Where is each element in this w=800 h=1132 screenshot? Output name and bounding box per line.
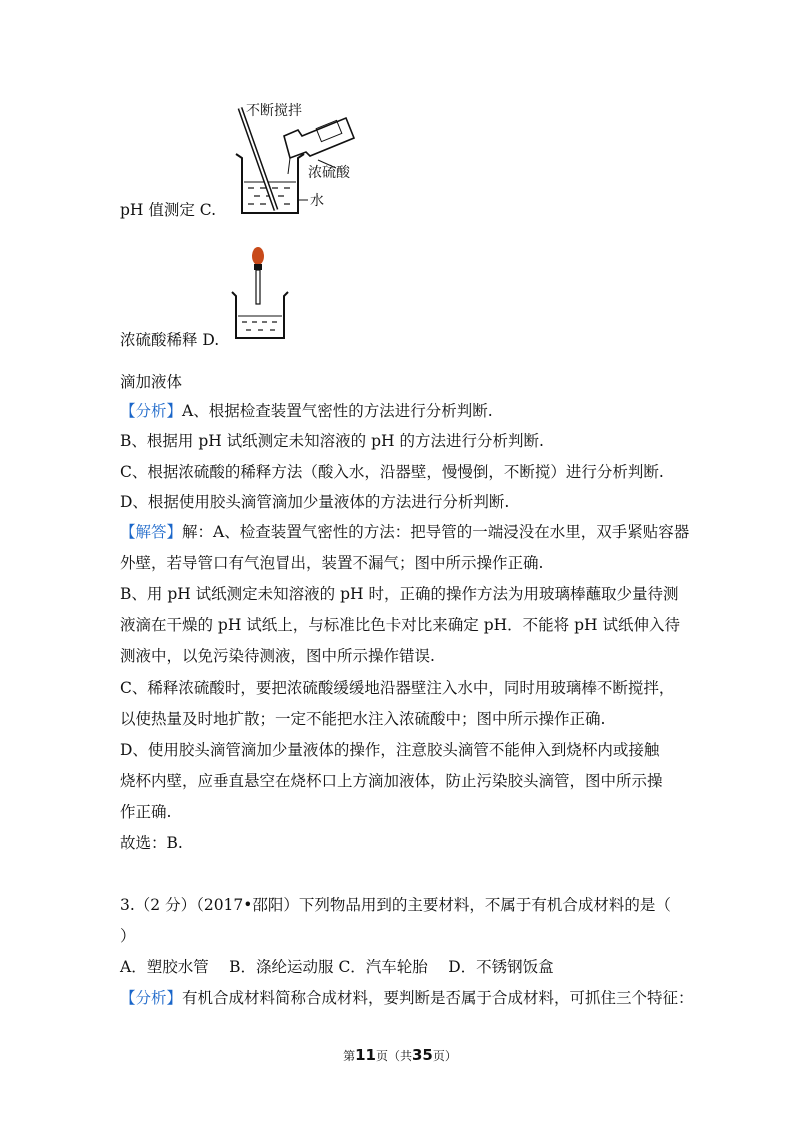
solution-line-4: 液滴在干燥的 pH 试纸上，与标准比色卡对比来确定 pH．不能将 pH 试纸伸入待 — [120, 616, 680, 634]
text-line-2: 浓硫酸稀释 D. — [120, 331, 220, 349]
solution-line-9: 烧杯内壁，应垂直悬空在烧杯口上方滴加液体，防止污染胶头滴管，图中所示操 — [120, 772, 663, 790]
solution-line-1 — [120, 522, 689, 542]
analysis-line-1 — [120, 401, 493, 421]
footer-page-number: 11 — [355, 1046, 376, 1064]
analysis-tag: 【分析】 — [120, 402, 183, 420]
footer-total-pages: 35 — [412, 1046, 433, 1064]
solution-line-6: C、稀释浓硫酸时，要把浓硫酸缓缓地沿器壁注入水中，同时用玻璃棒不断搅拌， — [120, 679, 675, 697]
solution-line-7: 以使热量及时地扩散；一定不能把水注入浓硫酸中；图中所示操作正确. — [120, 710, 606, 728]
analysis-text-a: A、根据检查装置气密性的方法进行分析判断. — [182, 402, 493, 420]
text-line-3: 滴加液体 — [120, 373, 183, 391]
solution-text-1: 解：A、检查装置气密性的方法：把导管的一端浸没在水里，双手紧贴容器 — [182, 523, 690, 541]
q3-analysis-text: 有机合成材料简称合成材料，要判断是否属于合成材料，可抓住三个特征： — [182, 989, 694, 1007]
label-stir: 不断搅拌 — [246, 103, 302, 119]
solution-line-11: 故选：B. — [120, 834, 183, 852]
solution-line-3: B、用 pH 试纸测定未知溶液的 pH 时，正确的操作方法为用玻璃棒蘸取少量待测 — [120, 585, 679, 603]
dropper-beaker-illustration — [230, 246, 290, 342]
analysis-line-3: C、根据浓硫酸的稀释方法（酸入水，沿器壁，慢慢倒，不断搅）进行分析判断. — [120, 463, 664, 481]
page-footer — [0, 1046, 800, 1064]
question-3-stem: 3.（2 分）（2017•邵阳）下列物品用到的主要材料，不属于有机合成材料的是（ — [120, 896, 671, 914]
question-3-stem-end: ） — [120, 927, 136, 945]
footer-suffix: 页） — [432, 1049, 457, 1063]
footer-mid: 页（共 — [375, 1049, 412, 1063]
question-3-options: A．塑胶水管 B．涤纶运动服 C．汽车轮胎 D．不锈钢饭盒 — [120, 958, 554, 976]
q3-analysis-tag: 【分析】 — [120, 989, 183, 1007]
dilution-figure — [228, 100, 368, 220]
solution-line-8: D、使用胶头滴管滴加少量液体的操作，注意胶头滴管不能伸入到烧杯内或接触 — [120, 741, 660, 759]
analysis-line-2: B、根据用 pH 试纸测定未知溶液的 pH 的方法进行分析判断. — [120, 432, 544, 450]
label-acid: 浓硫酸 — [308, 165, 350, 181]
question-3-analysis — [120, 988, 694, 1008]
text-line-1: pH 值测定 C. — [120, 201, 217, 219]
solution-tag: 【解答】 — [120, 523, 183, 541]
analysis-line-4: D、根据使用胶头滴管滴加少量液体的方法进行分析判断. — [120, 493, 510, 511]
dropper-figure — [230, 246, 290, 342]
solution-line-10: 作正确. — [120, 803, 172, 821]
solution-line-2: 外壁，若导管口有气泡冒出，装置不漏气；图中所示操作正确. — [120, 554, 544, 572]
solution-line-5: 测液中，以免污染待测液，图中所示操作错误. — [120, 647, 435, 665]
label-water: 水 — [310, 193, 324, 209]
footer-prefix: 第 — [343, 1049, 356, 1063]
